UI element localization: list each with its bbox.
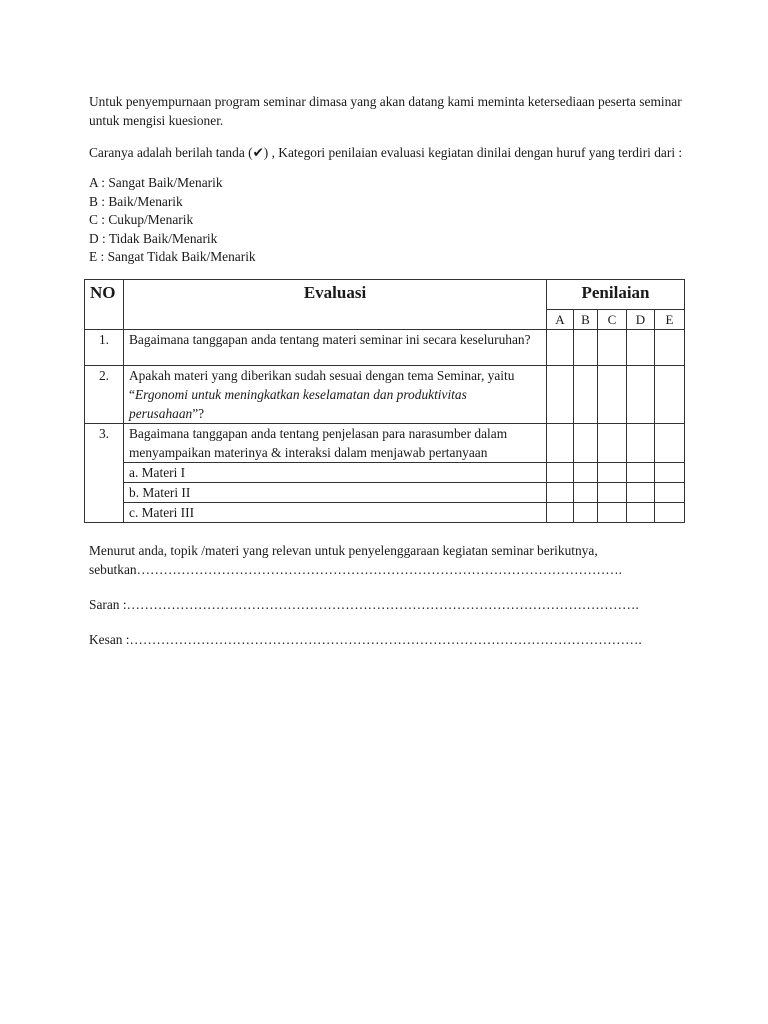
category-a: A : Sangat Baik/Menarik [89,175,223,190]
intro-paragraph: Untuk penyempurnaan program seminar dimasa yang akan datang kami meminta ketersediaan peserta seminar untuk mengisi kuesioner. [89,94,682,128]
header-penilaian: Penilaian [547,279,685,309]
rating-cell-d[interactable] [627,502,655,522]
document-content [89,92,689,665]
category-b: B : Baik/Menarik [89,193,183,209]
letter-b: B [574,309,598,329]
rating-cell-a[interactable] [547,482,574,502]
rating-cell-b[interactable] [574,365,598,423]
header-evaluasi: Evaluasi [124,279,547,329]
row-question [124,365,547,423]
rating-cell-e[interactable] [655,462,685,482]
saran-line[interactable]: Saran :……………………………………………………………………………………………………. [89,596,639,612]
rating-cell-b[interactable] [574,462,598,482]
topic-answer-line[interactable]: sebutkan………………………………………………………………………………………………. [89,561,623,577]
rating-cell-c[interactable] [598,423,627,462]
rating-cell-a[interactable] [547,502,574,522]
rating-cell-d[interactable] [627,482,655,502]
table-row [85,365,685,423]
kesan-line[interactable]: Kesan :……………………………………………………………………………………………………. [89,631,642,647]
subrow-label: a. Materi I [124,462,547,482]
method-paragraph: Caranya adalah berilah tanda (✔) , Kategori penilaian evaluasi kegiatan dinilai dengan huruf yang terdiri dari : [89,145,683,160]
letter-e: E [655,309,685,329]
rating-cell-d[interactable] [627,365,655,423]
open-questions [89,541,689,649]
rating-cell-b[interactable] [574,482,598,502]
rating-cell-d[interactable] [627,462,655,482]
rating-cell-b[interactable] [574,329,598,365]
table-subrow [85,462,685,482]
rating-cell-a[interactable] [547,329,574,365]
letter-a: A [547,309,574,329]
row-number: 1. [85,329,124,365]
rating-cell-d[interactable] [627,329,655,365]
letter-d: D [627,309,655,329]
category-c: C : Cukup/Menarik [89,212,194,228]
rating-cell-e[interactable] [655,329,685,365]
topic-question: Menurut anda, topik /materi yang relevan untuk penyelenggaraan kegiatan seminar berikutnya, [89,542,598,558]
rating-cell-d[interactable] [627,423,655,462]
rating-cell-a[interactable] [547,423,574,462]
rating-cell-e[interactable] [655,502,685,522]
rating-cell-b[interactable] [574,423,598,462]
rating-cell-b[interactable] [574,502,598,522]
question-end: ”? [192,405,205,421]
rating-cell-e[interactable] [655,365,685,423]
rating-cell-a[interactable] [547,365,574,423]
table-row [85,329,685,365]
category-d: D : Tidak Baik/Menarik [89,230,218,246]
row-number: 2. [85,365,124,423]
rating-cell-e[interactable] [655,482,685,502]
rating-cell-c[interactable] [598,482,627,502]
category-list [89,174,689,267]
rating-cell-c[interactable] [598,502,627,522]
rating-cell-a[interactable] [547,462,574,482]
table-subrow [85,502,685,522]
header-no: NO [85,279,124,329]
table-subrow [85,482,685,502]
row-question: Bagaimana tanggapan anda tentang penjelasan para narasumber dalam menyampaikan materinya & interaksi dalam menjawab pertanyaan [124,423,547,462]
rating-cell-c[interactable] [598,462,627,482]
seminar-theme: Ergonomi untuk meningkatkan keselamatan dan produktivitas perusahaan [129,386,467,421]
subrow-label: b. Materi II [124,482,547,502]
row-question: Bagaimana tanggapan anda tentang materi seminar ini secara keseluruhan? [124,329,547,365]
row-number: 3. [85,423,124,522]
rating-cell-c[interactable] [598,329,627,365]
evaluation-table [84,279,685,523]
question-text: Apakah materi yang diberikan sudah sesuai dengan tema Seminar, yaitu “ [129,367,515,402]
category-e: E : Sangat Tidak Baik/Menarik [89,249,256,265]
subrow-label: c. Materi III [124,502,547,522]
table-row [85,423,685,462]
rating-cell-e[interactable] [655,423,685,462]
letter-c: C [598,309,627,329]
rating-cell-c[interactable] [598,365,627,423]
